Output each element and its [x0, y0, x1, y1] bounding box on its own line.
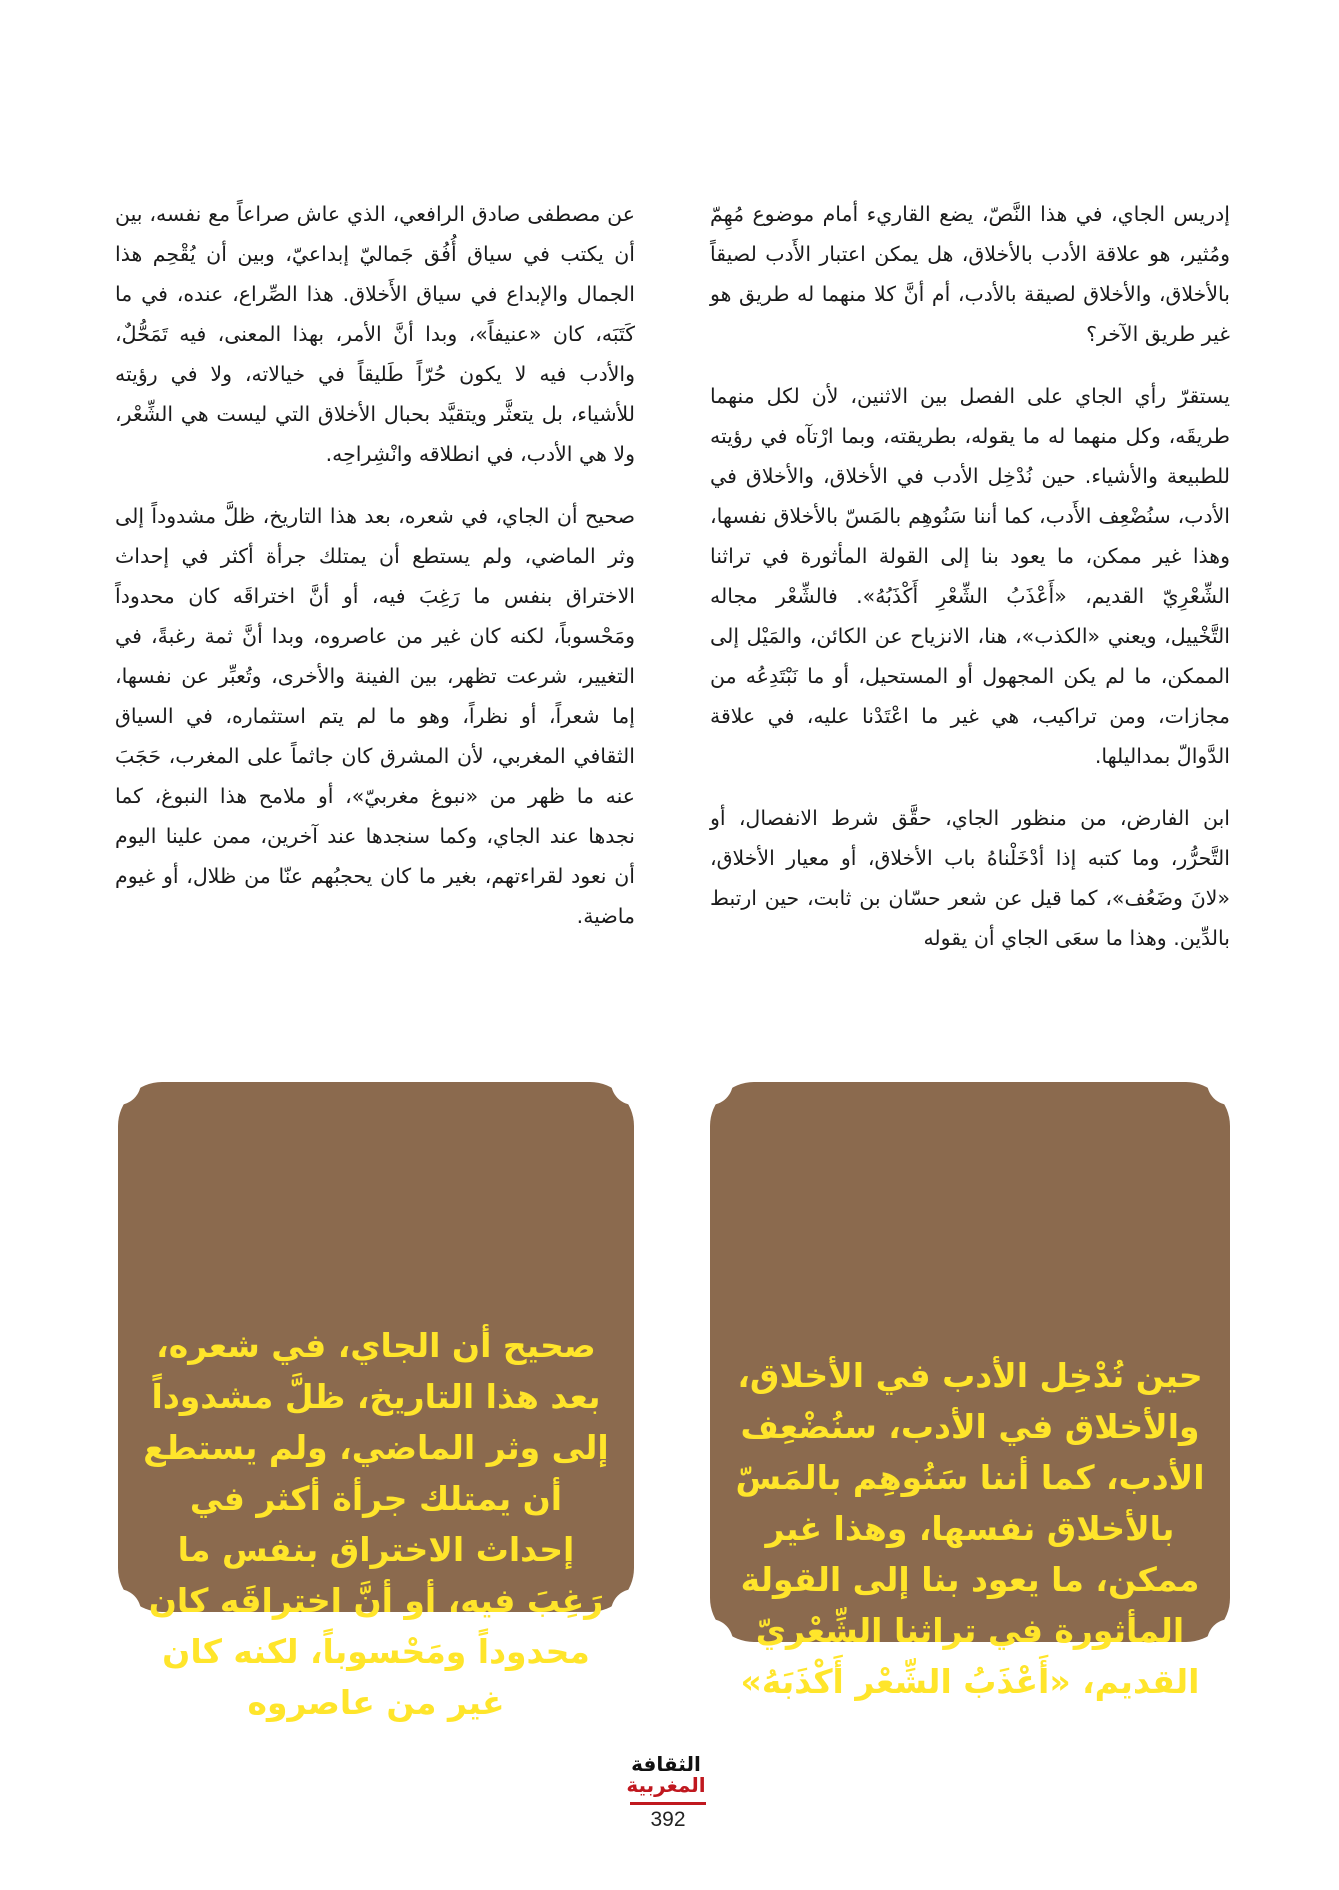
paragraph: عن مصطفى صادق الرافعي، الذي عاش صراعاً مع نفسه، بين أن يكتب في سياق أُفُق جَماليّ إبداعيّ، وبين أن يُقْحِم هذا الجمال والإبداع في سياق الأَخلاق. هذا الصِّراع، عنده، في ما كَتَبَه، كان «عنيفاً»، وبدا أنَّ الأمر، بهذا المعنى، فيه تَمَحُّلٌ، والأدب فيه لا يكون حُرّاً طَليقاً في خيالاته، ولا في رؤيته للأشياء، بل يتعثَّر ويتقيَّد بحبال الأخلاق التي ليست هي الشِّعْر، ولا هي الأدب، في انطلاقه وانْشِراحِه.	[115, 202, 635, 466]
corner-notch	[611, 1589, 657, 1635]
paragraph: ابن الفارض، من منظور الجاي، حقَّق شرط الانفصال، أو التَّحرُّر، وما كتبه إذا أدْخَلْناهُ باب الأخلاق، أو معيار الأخلاق، «لانَ وضَعُف»، كما قيل عن شعر حسّان بن ثابت، حين ارتبط بالدِّين. وهذا ما سعَى الجاي أن يقوله	[710, 806, 1230, 950]
corner-notch	[687, 1059, 733, 1105]
paragraph: يستقرّ رأي الجاي على الفصل بين الاثنين، لأن لكل منهما طريقَه، وكل منهما له ما يقوله، بطريقته، وبما ارْتآه في رؤيته للطبيعة والأشياء. حين نُدْخِل الأدب في الأخلاق، والأخلاق في الأدب، سنُضْعِف الأَدب، كما أننا سَنُوهِم بالمَسّ بالأخلاق نفسها، وهذا غير ممكن، ما يعود بنا إلى القولة المأثورة في تراثنا الشِّعْرِيّ القديم، «أَعْذَبُ الشِّعْرِ أَكْذَبُهُ». فالشِّعْر مجاله التَّخْييل، ويعني «الكذب»، هنا، الانزياح عن الكائن، والمَيْل إلى الممكن، ما لم يكن المجهول أو المستحيل، أو ما نَبْتَدِعُه من مجازات، ومن تراكيب، هي غير ما اعْتَدْنا عليه، في علاقة الدَّوالّ بمداليلها.	[710, 384, 1230, 768]
pull-quote-right	[710, 1082, 1230, 1701]
pull-quote-text: حين نُدْخِل الأدب في الأخلاق، والأخلاق في الأدب، سنُضْعِف الأدب، كما أننا سَنُوهِم بالمَسّ بالأخلاق نفسها، وهذا غير ممكن، ما يعود بنا إلى القولة المأثورة في تراثنا الشِّعْريّ القديم، «أَعْذَبُ الشِّعْر أَكْذَبَهُ»	[735, 1356, 1205, 1701]
footer-divider	[630, 1802, 706, 1805]
corner-notch	[95, 1589, 141, 1635]
page-number: 392	[650, 1808, 686, 1831]
article-column-right	[710, 194, 1230, 980]
paragraph: إدريس الجاي، في هذا النَّصّ، يضع القاريء أمام موضوع مُهِمّ ومُثير، هو علاقة الأدب بالأخلاق، هل يمكن اعتبار الأَدب لصيقاً بالأخلاق، والأخلاق لصيقة بالأدب، أم أنَّ كلا منهما له طريق هو غير طريق الآخر؟	[710, 202, 1230, 346]
logo-line-2: المغربية	[626, 1773, 706, 1797]
corner-notch	[1207, 1059, 1253, 1105]
corner-notch	[1207, 1619, 1253, 1665]
corner-notch	[611, 1059, 657, 1105]
corner-notch	[687, 1619, 733, 1665]
paragraph: صحيح أن الجاي، في شعره، بعد هذا التاريخ، ظلَّ مشدوداً إلى وثر الماضي، ولم يستطع أن يمتلك جرأة أكثر في إحداث الاختراق بنفس ما رَغِبَ فيه، أو أنَّ اختراقَه كان محدوداً ومَحْسوباً، لكنه كان غير من عاصروه، وبدا أنَّ ثمة رغبةً، في التغيير، شرعت تظهر، بين الفينة والأخرى، وتُعبِّر عن نفسها، إما شعراً، أو نظراً، وهو ما لم يتم استثماره، في السياق الثقافي المغربي، لأن المشرق كان جاثماً على المغرب، حَجَبَ عنه ما ظهر من «نبوغ مغربيّ»، أو ملامح هذا النبوغ، كما نجدها عند الجاي، وكما سنجدها عند آخرين، ممن علينا اليوم أن نعود لقراءتهم، بغير ما كان يحجبُهم عنّا من ظلال، أو غيوم ماضية.	[115, 504, 635, 928]
logo-line-1: الثقافة	[631, 1752, 701, 1776]
pull-quote-left	[118, 1082, 634, 1722]
pull-quote-text: صحيح أن الجاي، في شعره، بعد هذا التاريخ، ظلَّ مشدوداً إلى وثر الماضي، ولم يستطع أن يمتلك جرأة أكثر في إحداث الاختراق بنفس ما رَغِبَ فيه، أو أنَّ اختراقَه كان محدوداً ومَحْسوباً، لكنه كان غير من عاصروه	[143, 1326, 609, 1722]
magazine-logo	[614, 1754, 718, 1800]
corner-notch	[95, 1059, 141, 1105]
article-column-left	[115, 194, 635, 958]
